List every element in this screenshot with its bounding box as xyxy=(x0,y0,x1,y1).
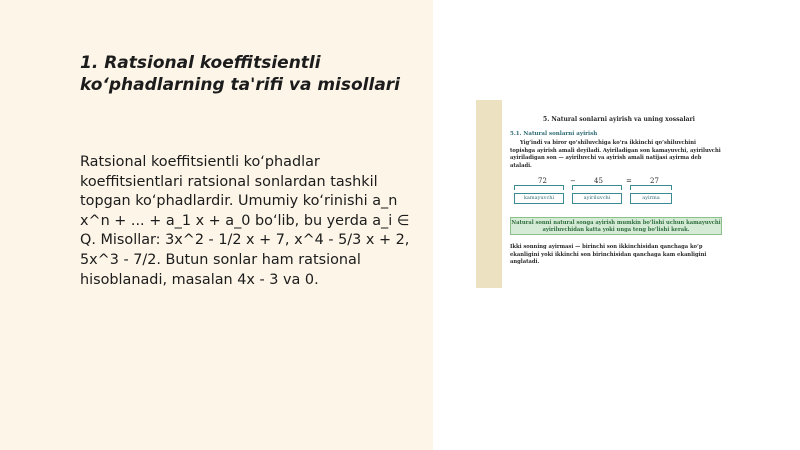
bracket-ayirma xyxy=(630,185,672,190)
bracket-kamayuvchi xyxy=(514,185,564,190)
label-kamayuvchi: kamayuvchi xyxy=(514,193,564,204)
page-paragraph: Yig‘indi va biror qo‘shiluvchiga ko‘ra ikkinchi qo‘shiluvchini topishga ayirish amali deyiladi. Ayiriladigan son kamayuvchi, ayiriluvchi ayiriladigan son — ayiriluvchi va ayirish amali natijasi ayirma deb ataladi. xyxy=(510,140,721,169)
slide-title: 1. Ratsional koeffitsientli ko‘phadlarning ta'rifi va misollari xyxy=(80,53,401,95)
page-binding-edge xyxy=(476,100,502,288)
page-header: 5. Natural sonlarni ayirish va uning xossalari xyxy=(543,116,695,123)
difference: 27 xyxy=(650,177,659,185)
minus-sign: − xyxy=(570,177,576,185)
page-subheading: 5.1. Natural sonlarni ayirish xyxy=(510,131,598,137)
bracket-ayiriluvchi xyxy=(572,185,622,190)
highlight-rule-box: Natural sonni natural songa ayirish mumkin bo‘lishi uchun kamayuvchi ayiriluvchidan katta yoki unga teng bo‘lishi kerak. xyxy=(510,217,722,235)
page-paragraph-2: Ikki sonning ayirmasi — birinchi son ikkinchisidan qanchaga ko‘p ekanligini yoki ikkinchi son birinchisidan qanchaga kam ekanligini anglatadi. xyxy=(510,244,707,266)
page-content xyxy=(506,100,728,288)
label-ayirma: ayirma xyxy=(630,193,672,204)
slide-body-text: Ratsional koeffitsientli ko‘phadlar koeffitsientlari ratsional sonlardan tashkil topgan ko‘phadlardir. Umumiy ko‘rinishi a_n x^n + ... + a_1 x + a_0 bo‘lib, bu yerda a_i ∈ Q. Misollar: 3x^2 - 1/2 x + 7, x^4 - 5/3 x + 2, 5x^3 - 7/2. Butun sonlar ham ratsional hisoblanadi, masalan 4x - 3 va 0. xyxy=(80,154,410,288)
minuend: 72 xyxy=(538,177,547,185)
equals-sign: = xyxy=(626,177,632,185)
subtrahend: 45 xyxy=(594,177,603,185)
label-ayiriluvchi: ayiriluvchi xyxy=(572,193,622,204)
textbook-page-image xyxy=(476,100,726,288)
